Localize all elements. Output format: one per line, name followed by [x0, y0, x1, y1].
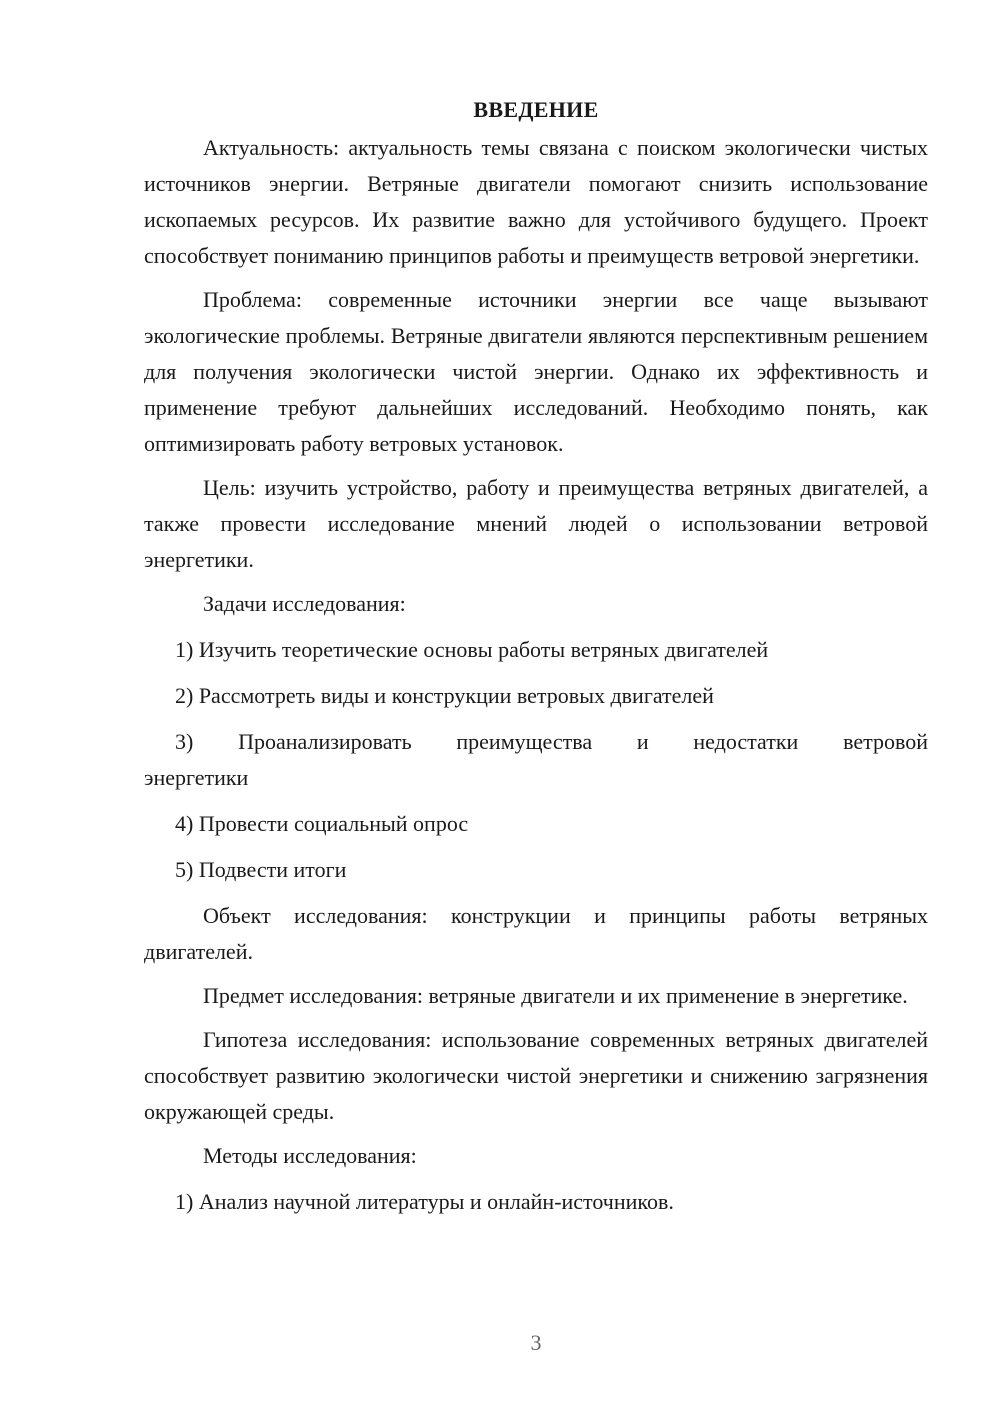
task-item: 5) Подвести итоги: [175, 857, 347, 882]
relevance-paragraph: Актуальность: актуальность темы связана с поиском экологически чистых источников энергии. Ветряные двигатели помогают снизить использование ископаемых ресурсов. Их развитие важно для устойчивого будущего. Проект способствует пониманию принципов работы и преимуществ ветровой энергетики.: [144, 135, 928, 268]
task-item: 1) Изучить теоретические основы работы ветряных двигателей: [175, 637, 769, 662]
document-page: [144, 92, 928, 1230]
task-item: 4) Провести социальный опрос: [175, 811, 469, 836]
section-title: ВВЕДЕНИЕ: [473, 97, 599, 122]
goal-paragraph: Цель: изучить устройство, работу и преимущества ветряных двигателей, а также провести исследование мнений людей о использовании ветровой энергетики.: [144, 475, 928, 572]
object-paragraph: Объект исследования: конструкции и принципы работы ветряных двигателей.: [144, 903, 928, 964]
methods-heading: Методы исследования:: [203, 1143, 417, 1168]
subject-paragraph: Предмет исследования: ветряные двигатели и их применение в энергетике.: [203, 983, 908, 1008]
problem-paragraph: Проблема: современные источники энергии все чаще вызывают экологические проблемы. Ветряные двигатели являются перспективным решением для получения экологически чистой энергии. Однако их эффективность и применение требуют дальнейших исследований. Необходимо понять, как оптимизировать работу ветровых установок.: [144, 287, 928, 456]
method-item: 1) Анализ научной литературы и онлайн-источников.: [175, 1189, 674, 1214]
task-item: 3) Проанализировать преимущества и недостатки ветровой энергетики: [144, 729, 928, 790]
tasks-heading: Задачи исследования:: [203, 591, 406, 616]
hypothesis-paragraph: Гипотеза исследования: использование современных ветряных двигателей способствует развитию экологически чистой энергетики и снижению загрязнения окружающей среды.: [144, 1027, 928, 1124]
task-item: 2) Рассмотреть виды и конструкции ветровых двигателей: [175, 683, 714, 708]
page-number: 3: [530, 1330, 542, 1355]
